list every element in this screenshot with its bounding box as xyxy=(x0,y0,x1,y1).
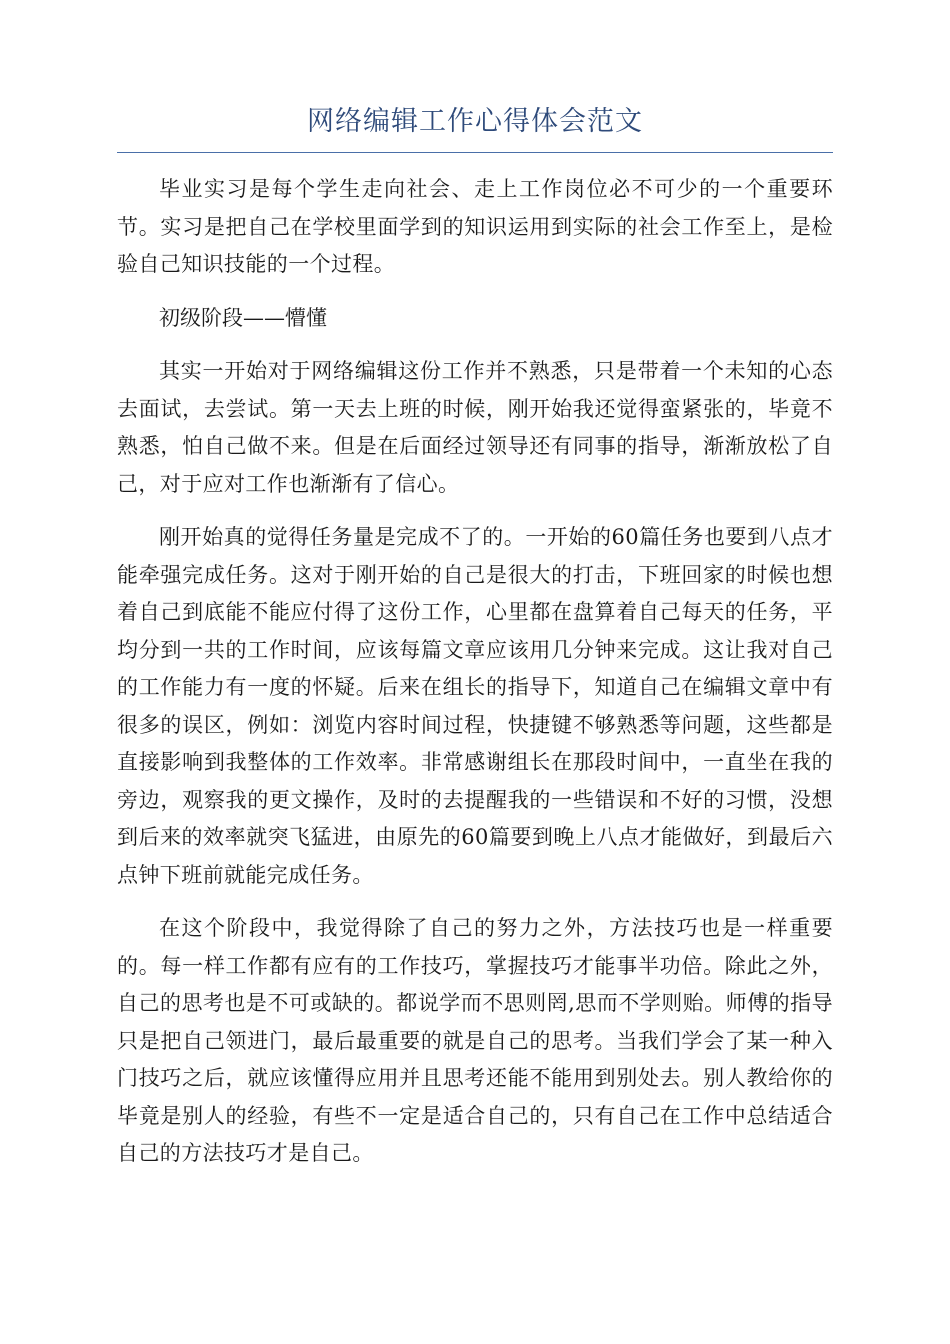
body-paragraph: 在这个阶段中，我觉得除了自己的努力之外，方法技巧也是一样重要的。每一样工作都有应有的工作技巧，掌握技巧才能事半功倍。除此之外，自己的思考也是不可或缺的。都说学而不思则罔,思而不学则贻。师傅的指导只是把自己领进门，最后最重要的就是自己的思考。当我们学会了某一种入门技巧之后，就应该懂得应用并且思考还能不能用到别处去。别人教给你的毕竟是别人的经验，有些不一定是适合自己的，只有自己在工作中总结适合自己的方法技巧才是自己。 xyxy=(117,916,833,1165)
body-paragraph: 其实一开始对于网络编辑这份工作并不熟悉，只是带着一个未知的心态去面试，去尝试。第一天去上班的时候，刚开始我还觉得蛮紧张的，毕竟不熟悉，怕自己做不来。但是在后面经过领导还有同事的指导，渐渐放松了自己，对于应对工作也渐渐有了信心。 xyxy=(117,359,833,496)
document-title: 网络编辑工作心得体会范文 xyxy=(117,100,833,153)
document-body xyxy=(117,171,833,1173)
intro-paragraph: 毕业实习是每个学生走向社会、走上工作岗位必不可少的一个重要环节。实习是把自己在学校里面学到的知识运用到实际的社会工作至上，是检验自己知识技能的一个过程。 xyxy=(117,177,833,276)
section-heading: 初级阶段——懵懂 xyxy=(159,305,327,330)
document-page xyxy=(117,100,833,1189)
body-paragraph: 刚开始真的觉得任务量是完成不了的。一开始的60篇任务也要到八点才能牵强完成任务。这对于刚开始的自己是很大的打击，下班回家的时候也想着自己到底能不能应付得了这份工作，心里都在盘算着自己每天的任务，平均分到一共的工作时间，应该每篇文章应该用几分钟来完成。这让我对自己的工作能力有一度的怀疑。后来在组长的指导下，知道自己在编辑文章中有很多的误区，例如：浏览内容时间过程，快捷键不够熟悉等问题，这些都是直接影响到我整体的工作效率。非常感谢组长在那段时间中，一直坐在我的旁边，观察我的更文操作，及时的去提醒我的一些错误和不好的习惯，没想到后来的效率就突飞猛进，由原先的60篇要到晚上八点才能做好，到最后六点钟下班前就能完成任务。 xyxy=(117,525,833,887)
